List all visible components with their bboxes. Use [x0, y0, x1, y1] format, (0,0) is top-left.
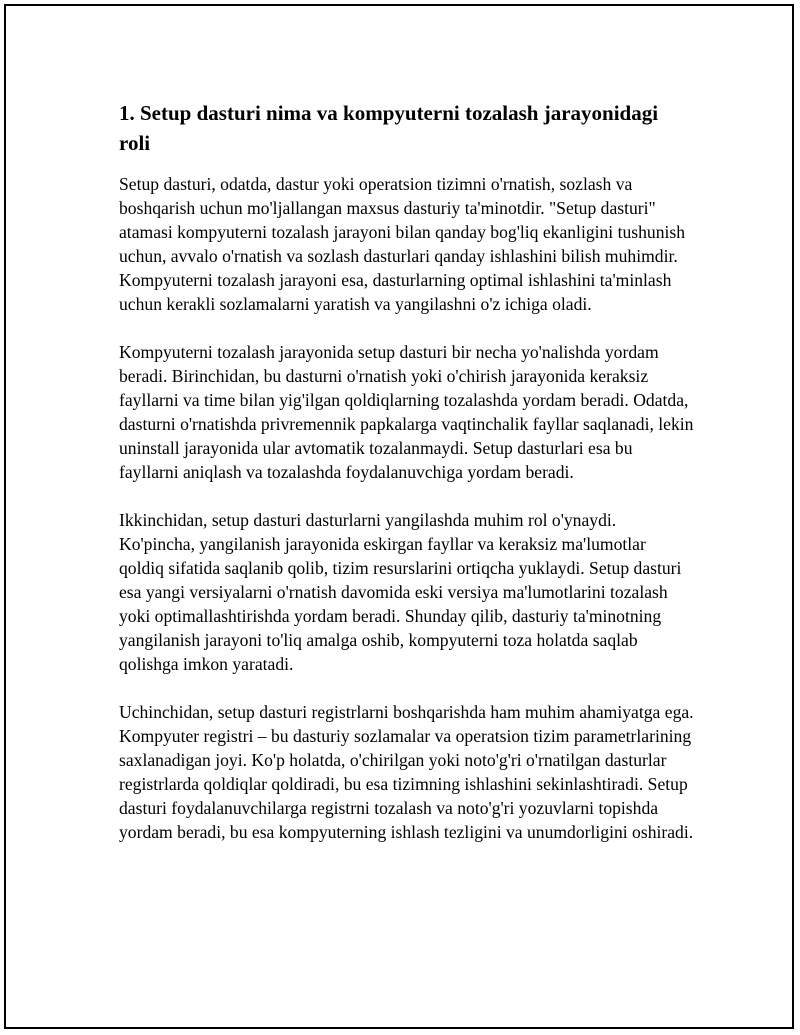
- paragraph-4: Uchinchidan, setup dasturi registrlarni boshqarishda ham muhim ahamiyatga ega. Kompyuter registri – bu dasturiy sozlamalar va operatsion tizim parametrlarining saxlanadigan joyi. Ko'p holatda, o'chirilgan yoki noto'g'ri o'rnatilgan dasturlar registrlarda qoldiqlar qoldiradi, bu esa tizimning ishlashini sekinlashtiradi. Setup dasturi foydalanuvchilarga registrni tozalash va noto'g'ri yozuvlarni topishda yordam beradi, bu esa kompyuterning ishlash tezligini va unumdorligini oshiradi.: [119, 702, 694, 842]
- document-page: [4, 4, 794, 1029]
- paragraph-2: Kompyuterni tozalash jarayonida setup dasturi bir necha yo'nalishda yordam beradi. Birinchidan, bu dasturni o'rnatish yoki o'chirish jarayonida keraksiz fayllarni va time bilan yig'ilgan qoldiqlarning tozalashda yordam beradi. Odatda, dasturni o'rnatishda privremennik papkalarga vaqtinchalik fayllar saqlanadi, lekin uninstall jarayonida ular avtomatik tozalanmaydi. Setup dasturlari esa bu fayllarni aniqlash va tozalashda foydalanuvchiga yordam beradi.: [119, 342, 694, 482]
- document-content: [119, 98, 694, 868]
- paragraph-1: Setup dasturi, odatda, dastur yoki operatsion tizimni o'rnatish, sozlash va boshqarish uchun mo'ljallangan maxsus dasturiy ta'minotdir. "Setup dasturi" atamasi kompyuterni tozalash jarayoni bilan qanday bog'liq ekanligini tushunish uchun, avvalo o'rnatish va sozlash dasturlari qanday ishlashini bilish muhimdir. Kompyuterni tozalash jarayoni esa, dasturlarning optimal ishlashini ta'minlash uchun kerakli sozlamalarni yaratish va yangilashni o'z ichiga oladi.: [119, 174, 686, 314]
- paragraph-3: Ikkinchidan, setup dasturi dasturlarni yangilashda muhim rol o'ynaydi. Ko'pincha, yangilanish jarayonida eskirgan fayllar va keraksiz ma'lumotlar qoldiq sifatida saqlanib qolib, tizim resurslarini ortiqcha yuklaydi. Setup dasturi esa yangi versiyalarni o'rnatish davomida eski versiya ma'lumotlarini tozalash yoki optimallashtirishda yordam beradi. Shunday qilib, dasturiy ta'minotning yangilanish jarayoni to'liq amalga oshib, kompyuterni toza holatda saqlab qolishga imkon yaratadi.: [119, 510, 682, 674]
- section-heading: 1. Setup dasturi nima va kompyuterni tozalash jarayonidagi roli: [119, 101, 659, 155]
